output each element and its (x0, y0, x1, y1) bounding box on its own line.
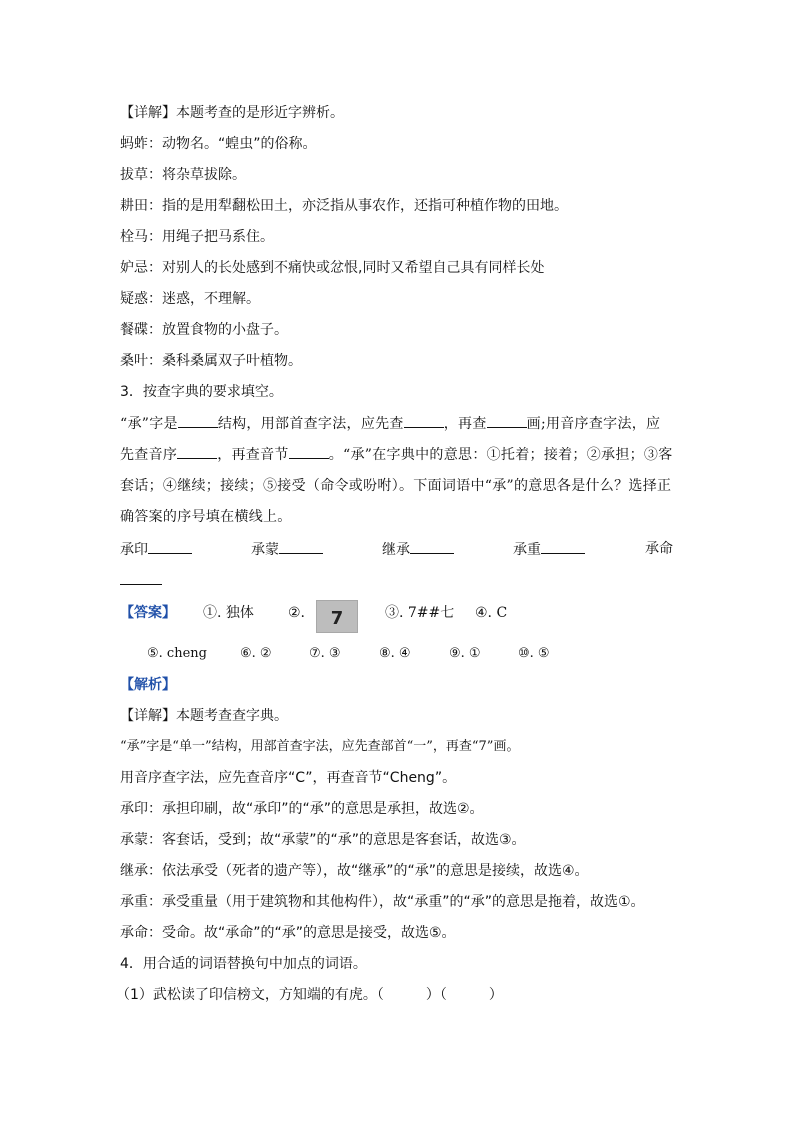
word: 继承 (382, 542, 410, 558)
analysis-line: 承重：承受重量（用于建筑物和其他构件），故“承重”的“承”的意思是拖着，故选①。 (120, 894, 645, 910)
text: 画;用音序查字法，应 (526, 416, 661, 432)
analysis-label: 【解析】 (120, 677, 176, 693)
text: 。“承”在字典中的意思：①托着；接着；②承担；③客 (328, 447, 673, 463)
question-3-title: 3．按查字典的要求填空。 (120, 384, 283, 400)
fill-blank (289, 444, 329, 459)
fill-blank (177, 444, 217, 459)
word: 承命 (645, 541, 673, 557)
analysis-heading: 【详解】本题考查查字典。 (120, 708, 288, 724)
detail-item: 栓马：用绳子把马系住。 (120, 229, 274, 245)
word: 承印 (120, 542, 148, 558)
answer-label: 【答案】 (120, 605, 176, 621)
text: 结构，用部首查字法，应先查 (217, 416, 404, 432)
word-item (513, 539, 585, 560)
detail-item: 餐碟：放置食物的小盘子。 (120, 322, 288, 338)
answer-item: ⑥. ② (240, 646, 272, 661)
detail-item: 蚂蚱：动物名。“蝗虫”的俗称。 (120, 136, 317, 152)
analysis-line: 用音序查字法，应先查音序“C”，再查音节“Cheng”。 (120, 770, 457, 786)
analysis-line: “承”字是“单一”结构，用部首查字法，应先查部首“一”，再查“7”画。 (120, 739, 520, 754)
word-item (382, 539, 454, 560)
fill-blank (410, 539, 454, 554)
analysis-line: 继承：依法承受（死者的遗产等），故“继承”的“承”的意思是接续，故选④。 (120, 863, 589, 879)
answer-item: ④. C (475, 605, 508, 621)
analysis-line: 承命：受命。故“承命”的“承”的意思是接受，故选⑤。 (120, 925, 456, 941)
answer-item: ⑧. ④ (379, 646, 411, 661)
answer-item: ①. 独体 (203, 605, 254, 621)
text: ，再查音节 (217, 447, 289, 463)
fill-blank (541, 539, 585, 554)
analysis-line: 承蒙：客套话，受到；故“承蒙”的“承”的意思是客套话，故选③。 (120, 832, 526, 848)
detail-item: 拔草：将杂草拔除。 (120, 167, 246, 183)
word: 承蒙 (251, 542, 279, 558)
detail-item: 耕田：指的是用犁翻松田土，亦泛指从事农作，还指可种植作物的田地。 (120, 198, 568, 214)
word-item-blank (120, 570, 162, 591)
analysis-line: 承印：承担印刷，故“承印”的“承”的意思是承担，故选②。 (120, 801, 484, 817)
word-item (645, 539, 673, 559)
answer-image: 7 (316, 600, 358, 633)
text: 先查音序 (120, 447, 178, 463)
fill-blank (279, 539, 323, 554)
text: “承”字是 (120, 416, 178, 432)
question-4-sentence: （1）武松读了印信榜文，方知端的有虎。（ ）（ ） (116, 987, 503, 1003)
answer-item: ⑨. ① (449, 646, 481, 661)
fill-blank (487, 413, 527, 428)
answer-item: ⑦. ③ (309, 646, 341, 661)
word-item (251, 539, 323, 560)
word-item (120, 539, 192, 560)
question-3-line-2 (120, 444, 673, 465)
fill-blank (178, 413, 218, 428)
detail-item: 妒忌：对别人的长处感到不痛快或忿恨,同时又希望自己具有同样长处 (120, 260, 545, 276)
detail-item: 桑叶：桑科桑属双子叶植物。 (120, 353, 302, 369)
answer-item: ⑤. cheng (147, 646, 207, 661)
question-3-line-4: 确答案的序号填在横线上。 (120, 509, 292, 525)
detail-heading: 【详解】本题考查的是形近字辨析。 (120, 105, 344, 121)
question-4-title: 4．用合适的词语替换句中加点的词语。 (120, 956, 367, 972)
answer-item: ③. 7##七 (385, 605, 455, 621)
answer-item: ⑩. ⑤ (518, 646, 550, 661)
fill-blank (120, 570, 162, 585)
fill-blank (404, 413, 444, 428)
answer-item: ②. (288, 605, 306, 621)
word: 承重 (513, 542, 541, 558)
question-3-line-3: 套话；④继续；接续；⑤接受（命令或吩咐）。下面词语中“承”的意思各是什么？选择正 (120, 478, 672, 494)
text: ，再查 (443, 416, 487, 432)
fill-blank (148, 539, 192, 554)
detail-item: 疑惑：迷惑，不理解。 (120, 291, 260, 307)
question-3-line-1 (120, 413, 660, 434)
